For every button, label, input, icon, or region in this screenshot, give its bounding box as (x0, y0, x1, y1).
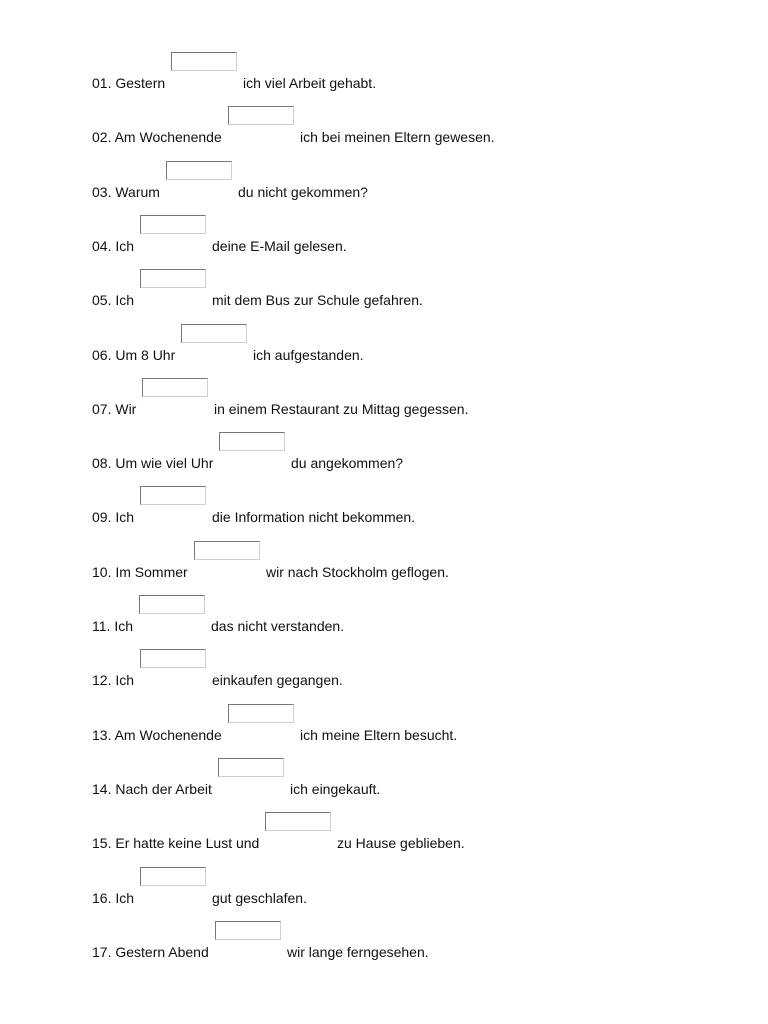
sentence-start: Im Sommer (115, 563, 188, 580)
exercise-prompt (92, 563, 188, 581)
answer-input[interactable] (171, 52, 237, 71)
exercise-item (92, 324, 732, 374)
exercise-item (92, 432, 732, 482)
exercise-prompt (92, 74, 165, 92)
sentence-start: Ich (115, 509, 135, 526)
exercise-prompt (92, 508, 134, 526)
item-number: 15. (92, 835, 112, 852)
sentence-start: Gestern Abend (115, 943, 209, 960)
exercise-item (92, 486, 732, 536)
answer-input[interactable] (265, 812, 331, 831)
answer-input[interactable] (228, 704, 294, 723)
item-number: 03. (92, 183, 112, 200)
exercise-prompt (92, 889, 134, 907)
exercise-prompt (92, 128, 222, 146)
exercise-prompt (92, 346, 175, 364)
exercise-prompt (92, 943, 209, 961)
sentence-start: Am Wochenende (114, 726, 222, 743)
exercise-item (92, 595, 732, 645)
sentence-start: Um 8 Uhr (115, 346, 176, 363)
item-number: 07. (92, 400, 112, 417)
sentence-start: Er hatte keine Lust und (115, 835, 260, 852)
exercise-prompt (92, 780, 212, 798)
exercise-item (92, 541, 732, 591)
sentence-start: Wir (115, 400, 137, 417)
exercise-prompt (92, 726, 222, 744)
answer-input[interactable] (140, 867, 206, 886)
sentence-end: zu Hause geblieben. (337, 835, 465, 852)
item-number: 02. (92, 129, 112, 146)
answer-input[interactable] (166, 161, 232, 180)
item-number: 12. (92, 672, 112, 689)
sentence-end: ich viel Arbeit gehabt. (243, 75, 377, 91)
exercise-prompt (92, 400, 136, 418)
answer-input[interactable] (181, 324, 247, 343)
item-number: 01. (92, 75, 112, 91)
sentence-start: Ich (115, 672, 135, 689)
sentence-start: Gestern (115, 75, 166, 91)
sentence-end: das nicht verstanden. (211, 618, 345, 634)
sentence-start: Ich (114, 618, 134, 634)
sentence-end: deine E-Mail gelesen. (212, 237, 347, 254)
sentence-end: wir lange ferngesehen. (287, 943, 429, 960)
exercise-item (92, 378, 732, 428)
exercise-prompt (92, 834, 259, 852)
sentence-start: Ich (115, 292, 135, 309)
exercise-prompt (92, 237, 134, 255)
answer-input[interactable] (215, 921, 281, 940)
item-number: 10. (92, 563, 112, 580)
answer-input[interactable] (140, 649, 206, 668)
sentence-start: Ich (115, 237, 135, 254)
answer-input[interactable] (142, 378, 208, 397)
exercise-item (92, 758, 732, 808)
item-number: 11. (92, 618, 111, 634)
item-number: 05. (92, 292, 112, 309)
sentence-end: ich meine Eltern besucht. (300, 726, 458, 743)
answer-input[interactable] (139, 595, 205, 614)
exercise-prompt (92, 617, 133, 635)
sentence-end: wir nach Stockholm geflogen. (266, 563, 449, 580)
sentence-start: Nach der Arbeit (115, 780, 212, 797)
exercise-item (92, 921, 732, 971)
item-number: 06. (92, 346, 112, 363)
item-number: 14. (92, 780, 112, 797)
sentence-end: ich eingekauft. (290, 780, 381, 797)
sentence-start: Ich (115, 889, 135, 906)
item-number: 08. (92, 455, 112, 472)
item-number: 13. (92, 726, 112, 743)
exercise-item (92, 52, 732, 102)
exercise-item (92, 161, 732, 211)
sentence-end: ich aufgestanden. (253, 346, 364, 363)
answer-input[interactable] (194, 541, 260, 560)
sentence-start: Um wie viel Uhr (115, 455, 214, 472)
exercise-item (92, 867, 732, 917)
sentence-end: einkaufen gegangen. (212, 672, 343, 689)
exercise-item (92, 269, 732, 319)
item-number: 04. (92, 237, 112, 254)
sentence-end: mit dem Bus zur Schule gefahren. (212, 292, 423, 309)
sentence-end: gut geschlafen. (212, 889, 307, 906)
exercise-item (92, 106, 732, 156)
exercise-item (92, 215, 732, 265)
answer-input[interactable] (228, 106, 294, 125)
item-number: 16. (92, 889, 112, 906)
sentence-start: Am Wochenende (114, 129, 222, 146)
answer-input[interactable] (140, 269, 206, 288)
item-number: 09. (92, 509, 112, 526)
answer-input[interactable] (218, 758, 284, 777)
sentence-end: die Information nicht bekommen. (212, 509, 416, 526)
sentence-start: Warum (115, 183, 160, 200)
exercise-item (92, 649, 732, 699)
exercise-prompt (92, 183, 160, 201)
sentence-end: ich bei meinen Eltern gewesen. (300, 129, 495, 146)
answer-input[interactable] (140, 486, 206, 505)
answer-input[interactable] (219, 432, 285, 451)
sentence-end: in einem Restaurant zu Mittag gegessen. (214, 400, 469, 417)
exercise-item (92, 812, 732, 862)
exercise-item (92, 704, 732, 754)
answer-input[interactable] (140, 215, 206, 234)
exercise-prompt (92, 671, 134, 689)
exercise-prompt (92, 454, 213, 472)
exercise-prompt (92, 291, 134, 309)
item-number: 17. (92, 943, 112, 960)
sentence-end: du nicht gekommen? (238, 183, 368, 200)
sentence-end: du angekommen? (291, 455, 404, 472)
